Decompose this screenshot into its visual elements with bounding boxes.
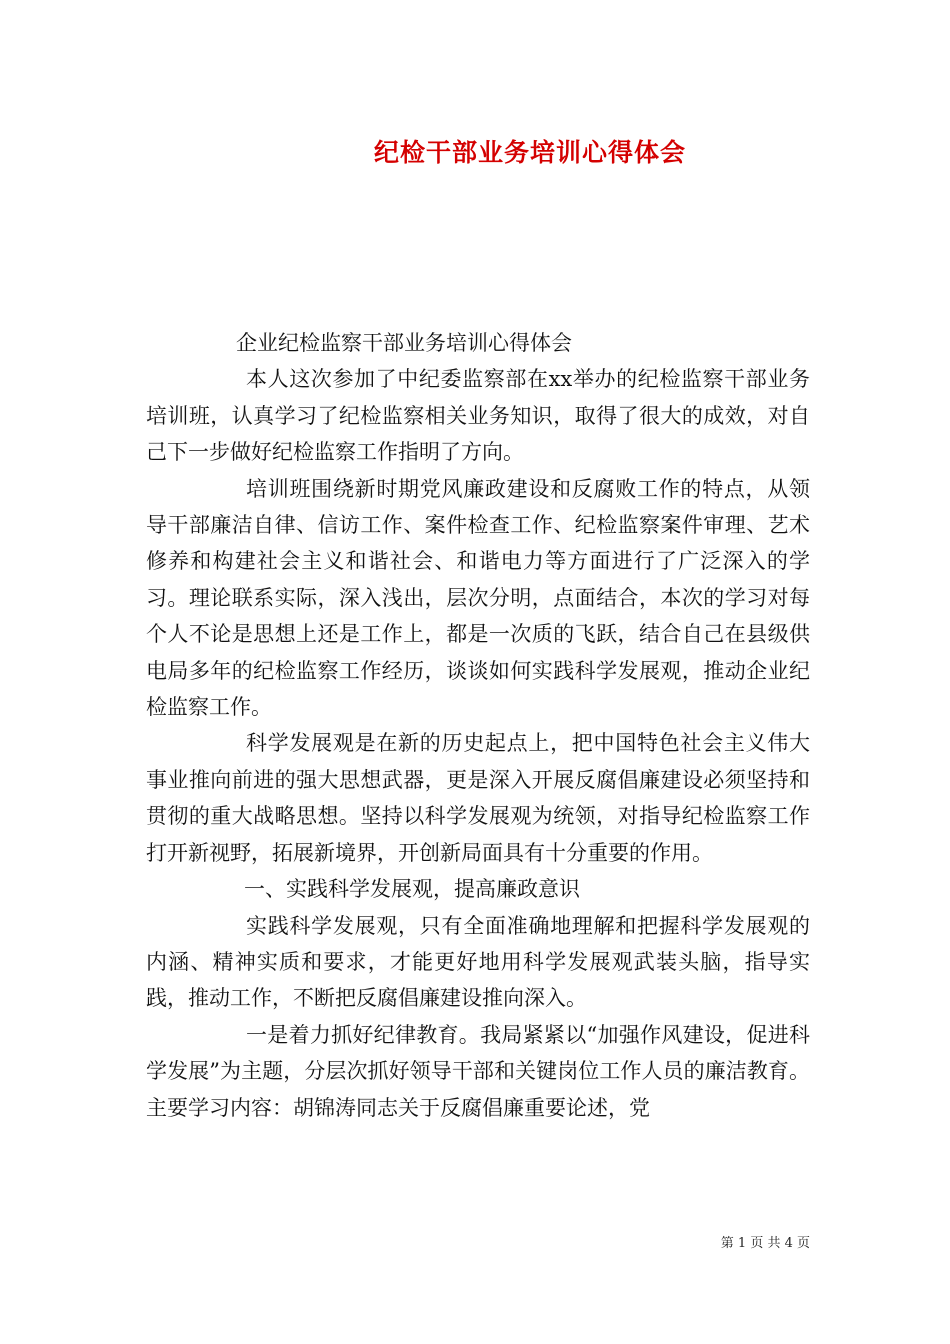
- document-title: 纪检干部业务培训心得体会: [373, 138, 686, 167]
- paragraph: 实践科学发展观，只有全面准确地理解和把握科学发展观的内涵、精神实质和要求，才能更好地用科学发展观武装头脑，指导实践，推动工作，不断把反腐倡廉建设推向深入。: [146, 913, 810, 1011]
- paragraph: 培训班围绕新时期党风廉政建设和反腐败工作的特点，从领导干部廉洁自律、信访工作、案件检查工作、纪检监察案件审理、艺术修养和构建社会主义和谐社会、和谐电力等方面进行了广泛深入的学习。理论联系实际，深入浅出，层次分明，点面结合，本次的学习对每个人不论是思想上还是工作上，都是一次质的飞跃，结合自己在县级供电局多年的纪检监察工作经历，谈谈如何实践科学发展观，推动企业纪检监察工作。: [146, 476, 810, 720]
- page-number: 第 1 页 共 4 页: [720, 1236, 810, 1251]
- section-heading: 一、实践科学发展观，提高廉政意识: [244, 877, 580, 902]
- paragraph: 科学发展观是在新的历史起点上，把中国特色社会主义伟大事业推向前进的强大思想武器，更是深入开展反腐倡廉建设必须坚持和贯彻的重大战略思想。坚持以科学发展观为统领，对指导纪检监察工作打开新视野，拓展新境界，开创新局面具有十分重要的作用。: [146, 731, 810, 865]
- paragraph: 本人这次参加了中纪委监察部在xx举办的纪检监察干部业务培训班，认真学习了纪检监察相关业务知识，取得了很大的成效，对自己下一步做好纪检监察工作指明了方向。: [146, 367, 810, 465]
- document-body: [146, 325, 810, 1126]
- paragraph: 一是着力抓好纪律教育。我局紧紧以“加强作风建设，促进科学发展”为主题，分层次抓好领导干部和关键岗位工作人员的廉洁教育。主要学习内容：胡锦涛同志关于反腐倡廉重要论述，党: [146, 1022, 810, 1120]
- document-subtitle: 企业纪检监察干部业务培训心得体会: [236, 331, 572, 355]
